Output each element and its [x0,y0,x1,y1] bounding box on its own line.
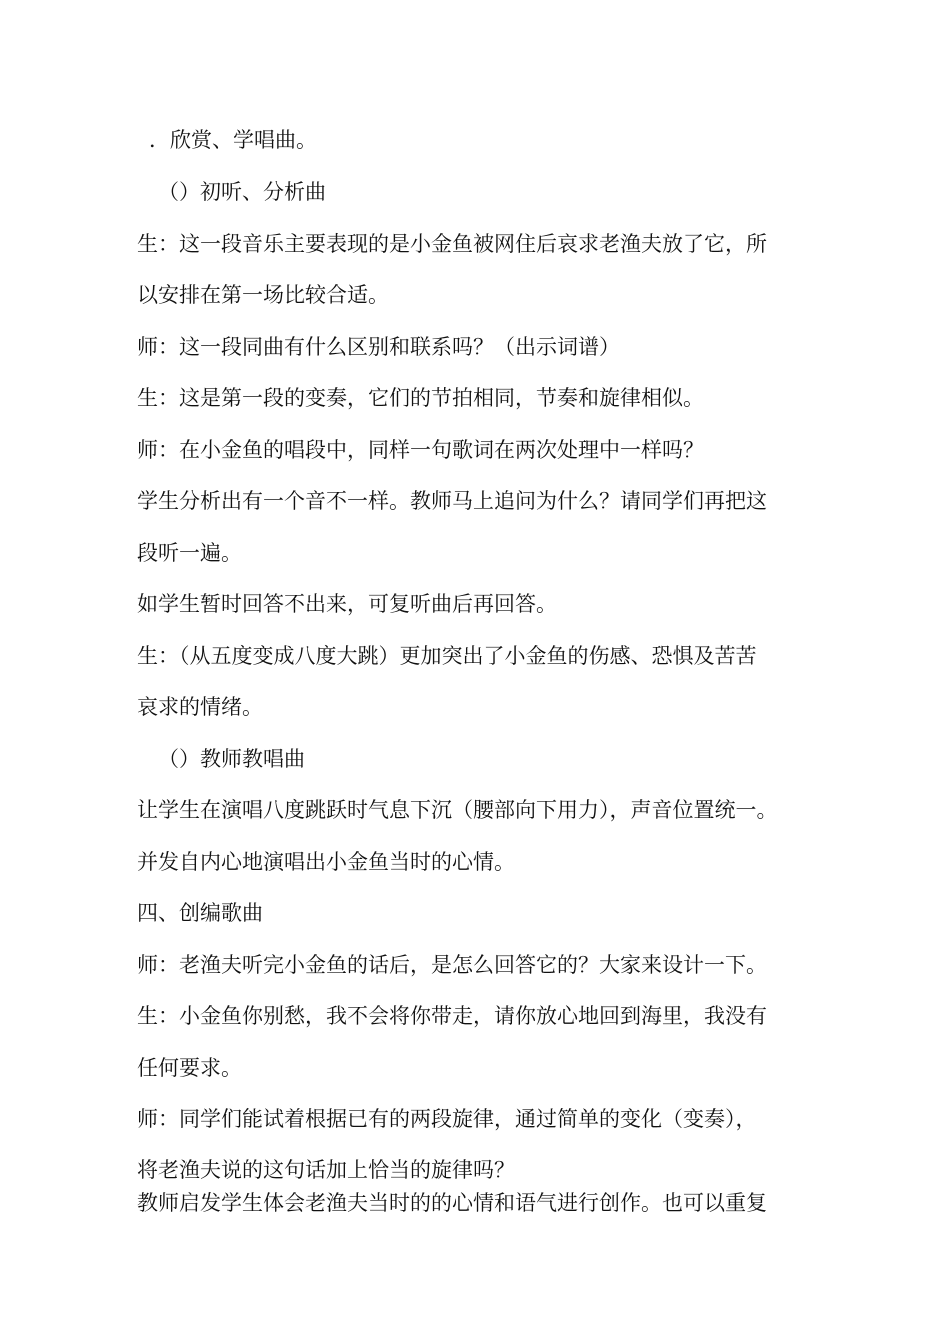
paragraph-line: 生：这是第一段的变奏，它们的节拍相同，节奏和旋律相似。 [137,386,704,410]
section-heading: 四、创编歌曲 [137,901,263,925]
section-heading: ．欣赏、学唱曲。 [149,128,317,152]
paragraph-line: 如学生暂时回答不出来，可复听曲后再回答。 [137,592,557,616]
paragraph-line: 段听一遍。 [137,541,242,565]
paragraph-line: 生：（从五度变成八度大跳）更加突出了小金鱼的伤感、恐惧及苦苦 [137,644,757,668]
paragraph-line: 任何要求。 [137,1056,242,1080]
paragraph-line: 师：这一段同曲有什么区别和联系吗？（出示词谱） [137,335,620,359]
paragraph-line: 生：这一段音乐主要表现的是小金鱼被网住后哀求老渔夫放了它，所 [137,232,767,256]
subsection-heading: （）教师教唱曲 [158,747,305,771]
paragraph-line: 并发自内心地演唱出小金鱼当时的心情。 [137,850,515,874]
paragraph-line: 将老渔夫说的这句话加上恰当的旋律吗？ [137,1158,515,1182]
subsection-heading: （）初听、分析曲 [158,180,326,204]
paragraph-line: 教师启发学生体会老渔夫当时的的心情和语气进行创作。也可以重复 [137,1191,767,1215]
paragraph-line: 师：老渔夫听完小金鱼的话后，是怎么回答它的？大家来设计一下。 [137,953,767,977]
paragraph-line: 师：在小金鱼的唱段中，同样一句歌词在两次处理中一样吗？ [137,438,704,462]
paragraph-line: 哀求的情绪。 [137,695,263,719]
paragraph-line: 学生分析出有一个音不一样。教师马上追问为什么？请同学们再把这 [137,489,767,513]
paragraph-line: 让学生在演唱八度跳跃时气息下沉（腰部向下用力），声音位置统一。 [137,798,778,822]
paragraph-line: 以安排在第一场比较合适。 [137,283,389,307]
paragraph-line: 生：小金鱼你别愁，我不会将你带走，请你放心地回到海里，我没有 [137,1004,767,1028]
paragraph-line: 师：同学们能试着根据已有的两段旋律，通过简单的变化（变奏）， [137,1107,757,1131]
